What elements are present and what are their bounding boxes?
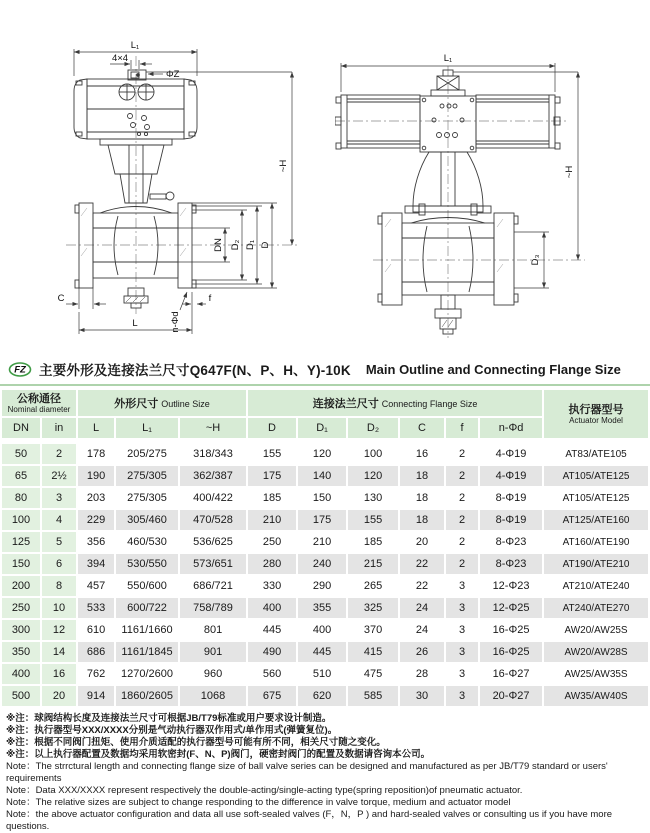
cell-h: 960 — [180, 664, 246, 684]
cell-l: 394 — [78, 554, 114, 574]
cell-c: 18 — [400, 466, 444, 486]
dim-label-h: ~H — [278, 159, 289, 173]
cell-d2: 265 — [348, 576, 398, 596]
cell-l: 457 — [78, 576, 114, 596]
brand-logo-text: FZ — [14, 364, 26, 375]
cell-f: 2 — [446, 488, 478, 508]
cell-in: 2 — [42, 444, 76, 464]
dimension-labels — [58, 40, 289, 333]
table-row — [2, 598, 648, 618]
cell-d1: 620 — [298, 686, 346, 706]
cell-d2: 215 — [348, 554, 398, 574]
cell-in: 6 — [42, 554, 76, 574]
cell-c: 22 — [400, 576, 444, 596]
footnote-cn: ※注：球阀结构长度及连接法兰尺寸可根据JB/T79标准或用户要求设计制造。 — [6, 713, 332, 724]
column-header-dn: DN — [2, 418, 40, 438]
cell-n-phi-d: 16-Φ27 — [480, 664, 542, 684]
header-group-flange-cn: 连接法兰尺寸 — [312, 398, 379, 410]
dim-label-d: D — [260, 241, 271, 249]
footnote-cn: ※注：以上执行器配置及数据均采用软密封(F、N、P)阀门，硬密封阀门的配置及数据请咨询本公司。 — [6, 749, 431, 760]
cell-d2: 100 — [348, 444, 398, 464]
cell-f: 3 — [446, 664, 478, 684]
cell-c: 16 — [400, 444, 444, 464]
cell-l1: 550/600 — [116, 576, 178, 596]
cell-l: 178 — [78, 444, 114, 464]
cell-f: 3 — [446, 598, 478, 618]
cell-l1: 205/275 — [116, 444, 178, 464]
header-group-actuator-cn: 执行器型号 — [568, 403, 624, 416]
cell-h: 362/387 — [180, 466, 246, 486]
table-row — [2, 488, 648, 508]
dim-label-dn: DN — [213, 238, 224, 252]
table-row — [2, 576, 648, 596]
cell-actuator-model: AT105/ATE125 — [544, 488, 648, 508]
cell-h: 536/625 — [180, 532, 246, 552]
cell-in: 3 — [42, 488, 76, 508]
cell-dn: 200 — [2, 576, 40, 596]
footnote-en: Note：Data XXX/XXXX represent respectively the double-acting/single-acting type(spring reposition)of pneumatic actuator. — [6, 785, 523, 796]
header-group-outline-cn: 外形尺寸 — [114, 398, 159, 410]
column-header-c: C — [400, 418, 444, 438]
table-row — [2, 444, 648, 464]
cell-actuator-model: AW20/AW28S — [544, 642, 648, 662]
table-row — [2, 664, 648, 684]
cell-d: 280 — [248, 554, 296, 574]
cell-d1: 240 — [298, 554, 346, 574]
column-header-n-phi-d: n-Φd — [480, 418, 542, 438]
cell-in: 5 — [42, 532, 76, 552]
cell-f: 2 — [446, 466, 478, 486]
cell-d2: 585 — [348, 686, 398, 706]
centerlines — [66, 56, 298, 314]
cell-l: 190 — [78, 466, 114, 486]
cell-in: 16 — [42, 664, 76, 684]
cell-dn: 125 — [2, 532, 40, 552]
header-group-flange-en: Connecting Flange Size — [381, 399, 478, 409]
cell-h: 686/721 — [180, 576, 246, 596]
cell-dn: 50 — [2, 444, 40, 464]
cell-n-phi-d: 8-Φ23 — [480, 554, 542, 574]
cell-n-phi-d: 20-Φ27 — [480, 686, 542, 706]
cell-l1: 1270/2600 — [116, 664, 178, 684]
cell-l1: 305/460 — [116, 510, 178, 530]
cell-n-phi-d: 16-Φ25 — [480, 620, 542, 640]
centerlines — [335, 66, 585, 338]
cell-f: 3 — [446, 642, 478, 662]
section-title-bar — [0, 356, 650, 386]
column-header-l1: L₁ — [116, 418, 178, 438]
cell-h: 573/651 — [180, 554, 246, 574]
cell-actuator-model: AT160/ATE190 — [544, 532, 648, 552]
cell-l1: 1860/2605 — [116, 686, 178, 706]
header-group-nominal — [2, 390, 76, 416]
cell-dn: 65 — [2, 466, 40, 486]
cell-c: 26 — [400, 642, 444, 662]
cell-n-phi-d: 4-Φ19 — [480, 466, 542, 486]
cell-d: 210 — [248, 510, 296, 530]
cell-d: 400 — [248, 598, 296, 618]
cell-actuator-model: AT105/ATE125 — [544, 466, 648, 486]
cell-actuator-model: AT125/ATE160 — [544, 510, 648, 530]
cell-dn: 500 — [2, 686, 40, 706]
cell-d1: 150 — [298, 488, 346, 508]
cell-c: 22 — [400, 554, 444, 574]
column-header-in: in — [42, 418, 76, 438]
cell-c: 30 — [400, 686, 444, 706]
cell-d1: 140 — [298, 466, 346, 486]
actuator-outline — [74, 70, 197, 139]
footnote-en: Note：the above actuator configuration and data all use soft-sealed valves (F，N，P ) and hard-sealed valves or consulting us if you have more questions. — [6, 809, 613, 832]
cell-h: 901 — [180, 642, 246, 662]
cell-d2: 185 — [348, 532, 398, 552]
cell-h: 470/528 — [180, 510, 246, 530]
cell-l: 686 — [78, 642, 114, 662]
dim-label-d3: D₃ — [530, 254, 541, 266]
cell-n-phi-d: 4-Φ19 — [480, 444, 542, 464]
cell-d1: 210 — [298, 532, 346, 552]
cell-in: 12 — [42, 620, 76, 640]
cell-f: 3 — [446, 686, 478, 706]
cell-c: 24 — [400, 620, 444, 640]
cell-d2: 155 — [348, 510, 398, 530]
footnotes-en — [6, 761, 646, 833]
header-group-outline-en: Outline Size — [161, 399, 210, 409]
dim-label-key: 4×4 — [111, 53, 129, 64]
cell-c: 18 — [400, 510, 444, 530]
cell-actuator-model: AT240/ATE270 — [544, 598, 648, 618]
cell-in: 14 — [42, 642, 76, 662]
cell-h: 1068 — [180, 686, 246, 706]
cell-n-phi-d: 12-Φ23 — [480, 576, 542, 596]
dim-label-n-phi-d: n-Φd — [170, 311, 181, 333]
brand-logo — [8, 362, 32, 377]
cell-n-phi-d: 8-Φ23 — [480, 532, 542, 552]
cell-d: 490 — [248, 642, 296, 662]
table-row — [2, 686, 648, 706]
cell-f: 3 — [446, 620, 478, 640]
cell-d: 250 — [248, 532, 296, 552]
cell-d2: 475 — [348, 664, 398, 684]
cell-l1: 600/722 — [116, 598, 178, 618]
cell-d2: 370 — [348, 620, 398, 640]
page-title-en: Main Outline and Connecting Flange Size — [365, 361, 621, 377]
cell-h: 801 — [180, 620, 246, 640]
cell-f: 3 — [446, 576, 478, 596]
dimension-lines — [66, 49, 292, 334]
actuator-outline — [335, 70, 560, 152]
cell-dn: 250 — [2, 598, 40, 618]
cell-n-phi-d: 12-Φ25 — [480, 598, 542, 618]
dim-label-l1: L₁ — [130, 40, 140, 51]
cell-c: 28 — [400, 664, 444, 684]
cell-actuator-model: AW25/AW35S — [544, 664, 648, 684]
footnote-cn: ※注：执行器型号XXX/XXXX分别是气动执行器双作用式/单作用式(弹簧复位)。 — [6, 725, 338, 736]
cell-l: 762 — [78, 664, 114, 684]
cell-d2: 130 — [348, 488, 398, 508]
cell-f: 2 — [446, 444, 478, 464]
cell-l: 356 — [78, 532, 114, 552]
cell-actuator-model: AT190/ATE210 — [544, 554, 648, 574]
cell-actuator-model: AW35/AW40S — [544, 686, 648, 706]
cell-d1: 510 — [298, 664, 346, 684]
cell-n-phi-d: 8-Φ19 — [480, 510, 542, 530]
cell-d2: 415 — [348, 642, 398, 662]
footnote-cn: ※注：根据不同阀门扭矩、使用介质适配的执行器型号可能有所不同，相关尺寸随之变化。 — [6, 737, 386, 748]
cell-l: 533 — [78, 598, 114, 618]
cell-in: 2½ — [42, 466, 76, 486]
dim-label-c: C — [57, 293, 65, 304]
cell-f: 2 — [446, 532, 478, 552]
cell-l: 203 — [78, 488, 114, 508]
column-header-h: ~H — [180, 418, 246, 438]
table-row — [2, 466, 648, 486]
cell-c: 18 — [400, 488, 444, 508]
cell-actuator-model: AT83/ATE105 — [544, 444, 648, 464]
cell-dn: 100 — [2, 510, 40, 530]
header-group-nominal-cn: 公称通径 — [17, 392, 61, 405]
table-row — [2, 554, 648, 574]
cell-d1: 290 — [298, 576, 346, 596]
cell-l: 229 — [78, 510, 114, 530]
cell-in: 4 — [42, 510, 76, 530]
header-group-outline — [78, 390, 246, 416]
cell-n-phi-d: 16-Φ25 — [480, 642, 542, 662]
dim-label-h: ~H — [564, 165, 575, 179]
cell-in: 8 — [42, 576, 76, 596]
cell-l1: 1161/1660 — [116, 620, 178, 640]
header-group-flange — [248, 390, 542, 416]
cell-d1: 355 — [298, 598, 346, 618]
cell-c: 20 — [400, 532, 444, 552]
cell-in: 10 — [42, 598, 76, 618]
cell-f: 2 — [446, 554, 478, 574]
column-header-d: D — [248, 418, 296, 438]
cell-in: 20 — [42, 686, 76, 706]
cell-l1: 275/305 — [116, 466, 178, 486]
dim-label-l1: L₁ — [443, 53, 453, 64]
cell-l1: 1161/1845 — [116, 642, 178, 662]
cell-d: 185 — [248, 488, 296, 508]
dim-label-phi-z: ΦZ — [166, 69, 180, 80]
column-header-d2: D₂ — [348, 418, 398, 438]
cell-actuator-model: AW20/AW25S — [544, 620, 648, 640]
column-header-d1: D₁ — [298, 418, 346, 438]
cell-d2: 120 — [348, 466, 398, 486]
cell-dn: 300 — [2, 620, 40, 640]
technical-drawings — [0, 0, 650, 356]
dimension-lines — [341, 63, 578, 288]
cell-h: 758/789 — [180, 598, 246, 618]
right-valve-drawing — [335, 42, 590, 344]
dim-label-d2: D₂ — [230, 239, 241, 251]
cell-f: 2 — [446, 510, 478, 530]
dimension-table — [0, 388, 650, 708]
cell-dn: 150 — [2, 554, 40, 574]
column-header-l: L — [78, 418, 114, 438]
cell-dn: 400 — [2, 664, 40, 684]
cell-d: 560 — [248, 664, 296, 684]
footnote-en: Note：The strrctural length and connecting flange size of ball valve series can be designed and manufactured as per JB/T79 standard or users' requirements — [6, 761, 608, 784]
cell-d1: 120 — [298, 444, 346, 464]
table-row — [2, 510, 648, 530]
header-group-actuator — [544, 390, 648, 438]
table-row — [2, 532, 648, 552]
dim-label-d1: D₁ — [245, 239, 256, 251]
cell-c: 24 — [400, 598, 444, 618]
dim-label-l: L — [132, 318, 138, 329]
cell-h: 400/422 — [180, 488, 246, 508]
cell-l1: 275/305 — [116, 488, 178, 508]
cell-d1: 175 — [298, 510, 346, 530]
cell-n-phi-d: 8-Φ19 — [480, 488, 542, 508]
column-header-f: f — [446, 418, 478, 438]
dim-label-f: f — [208, 293, 212, 304]
cell-d1: 445 — [298, 642, 346, 662]
cell-d: 175 — [248, 466, 296, 486]
page-title-cn: 主要外形及连接法兰尺寸Q647F(N、P、H、Y)-10K — [39, 363, 351, 378]
cell-h: 318/343 — [180, 444, 246, 464]
cell-d: 445 — [248, 620, 296, 640]
cell-dn: 80 — [2, 488, 40, 508]
cell-d: 155 — [248, 444, 296, 464]
cell-d: 675 — [248, 686, 296, 706]
cell-dn: 350 — [2, 642, 40, 662]
cell-d: 330 — [248, 576, 296, 596]
cell-l: 914 — [78, 686, 114, 706]
mounting-bracket — [100, 139, 174, 203]
cell-actuator-model: AT210/ATE240 — [544, 576, 648, 596]
footnote-en: Note：The relative sizes are subject to change responding to the difference in valve torque, medium and actuator model — [6, 797, 511, 808]
cell-l1: 460/530 — [116, 532, 178, 552]
header-body-spacer — [2, 440, 648, 442]
cell-d2: 325 — [348, 598, 398, 618]
table-row — [2, 620, 648, 640]
footnotes-cn — [6, 713, 646, 761]
cell-l: 610 — [78, 620, 114, 640]
left-valve-drawing — [30, 6, 320, 353]
header-group-nominal-en: Nominal diameter — [7, 404, 71, 414]
header-group-actuator-en: Actuator Model — [569, 415, 623, 425]
cell-l1: 530/550 — [116, 554, 178, 574]
footnotes — [0, 708, 650, 833]
table-row — [2, 642, 648, 662]
cell-d1: 400 — [298, 620, 346, 640]
